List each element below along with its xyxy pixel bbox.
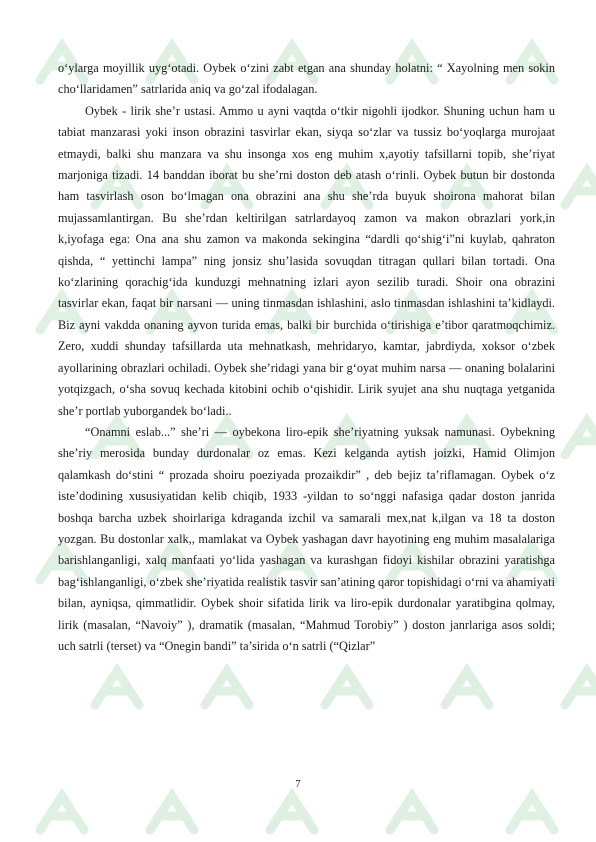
paragraph-2: Oybek - lirik she’r ustasi. Ammo u ayni vaqtda o‘tkir nigohli ijodkor. Shuning uchun ham u tabiat manzarasi yoki inson obrazini tasvirlar ekan, siyqa so‘zlar va tussiz bo‘yoqlarga murojaat etmaydi, balki shu manzara va shu insonga xos eng muhim x,ayotiy tafsillarni topib, she’riyat marjoniga tizadi. 14 banddan iborat bu she’rni doston deb atash o‘rinli. Oybek butun bir dostonda ham tasvirlash oson bo‘lmagan ona obrazini ana shu she’rda buyuk shoirona mahorat bilan mujassamlantirgan. Bu she’rdan keltirilgan satrlardayoq zamon va makon obrazlari york,in k,iyofaga ega: Ona ana shu zamon va makonda sekingina “dardli qo‘shig‘i”ni kuylab, qahraton qishda, “ yettinchi lampa” ning jonsiz shu’lasida sovuqdan titragan qullari bilan tortadi. Ona ko‘zlarining qorachig‘ida kunduzgi mehnatning izlari ayon sezilib turadi. Shoir ona obrazini tasvirlar ekan, faqat bir narsani — uning tinmasdan ishlashini, aslo tinmasdan ishlashini ta’kidlaydi. Biz ayni vakdda onaning ayvon turida emas, balki bir burchida o‘tirishiga e’tibor qaratmoqchimiz. Zero, xuddi shunday tafsillarda uta mehnatkash, mehridaryo, kamtar, jabrdiyda, xoksor o‘zbek ayollarining obrazlari ochiladi. Oybek she’ridagi yana bir g‘oyat muhim narsa — onaning bolalarini yotqizgach, o‘sha sovuq kechada kitobini ochib o‘qishidir. Lirik syujet ana shu nuqtaga yetganida she’r portlab yuborgandek bo‘ladi.. [58,103,555,418]
watermark-mark [270,796,314,830]
watermark-mark [325,671,369,705]
page-number: 7 [295,779,301,790]
watermark-mark [95,671,139,705]
watermark-mark [565,421,596,455]
watermark-mark [40,796,84,830]
paragraph-3: “Onamni eslab...” she’ri — oybekona liro-epik she’riyatning yuksak namunasi. Oybekning she’riy merosida bunday durdonalar oz emas. Kezi kelganda aytish joizki, Hamid Olimjon qalamkash do‘stini “ prozada shoiru poeziyada prozaikdir” , deb bejiz ta’riflamagan. Oybek o‘z iste’dodining xususiyatidan kelib chiqib, 1933 -yildan to so‘nggi nafasiga qadar doston janrida boshqa barcha uzbek shoirlariga kdraganda izchil va samarali mex,nat k,ilgan va 18 ta doston yozgan. Bu dostonlar xalk,, mamlakat va Oybek yashagan davr hayotining eng muhim masalalariga barishlanganligi, xalq manfaati yo‘lida yashagan va kurashgan fidoyi kishilar obrazini yaratishga bag‘ishlanganligi, o‘zbek she’riyatida realistik tasvir san’atining qaror topishidagi o‘rni va ahamiyati bilan, ayniqsa, qimmatlidir. Oybek shoir sifatida lirik va liro-epik durdonalar yaratibgina qolmay, lirik (masalan, “Navoiy” ), dramatik (masalan, “Mahmud Torobiy” ) doston janrlariga asos soldi; uch satrli (terset) va “Onegin bandi” ta’sirida o‘n satrli (“Qizlar” [58,424,555,653]
watermark-mark [390,796,434,830]
paragraph-1: o‘ylarga moyillik uyg‘otadi. Oybek o‘zini zabt etgan ana shunday holatni: “ Xayolning men sokin cho‘llaridamen” satrlarida aniq va go‘zal ifodalagan. [58,61,555,97]
watermark-mark [565,171,596,205]
watermark-mark [205,671,249,705]
watermark-mark [445,671,489,705]
watermark-mark [565,671,596,705]
watermark-mark [150,796,194,830]
document-body [58,58,555,657]
watermark-mark [510,796,554,830]
